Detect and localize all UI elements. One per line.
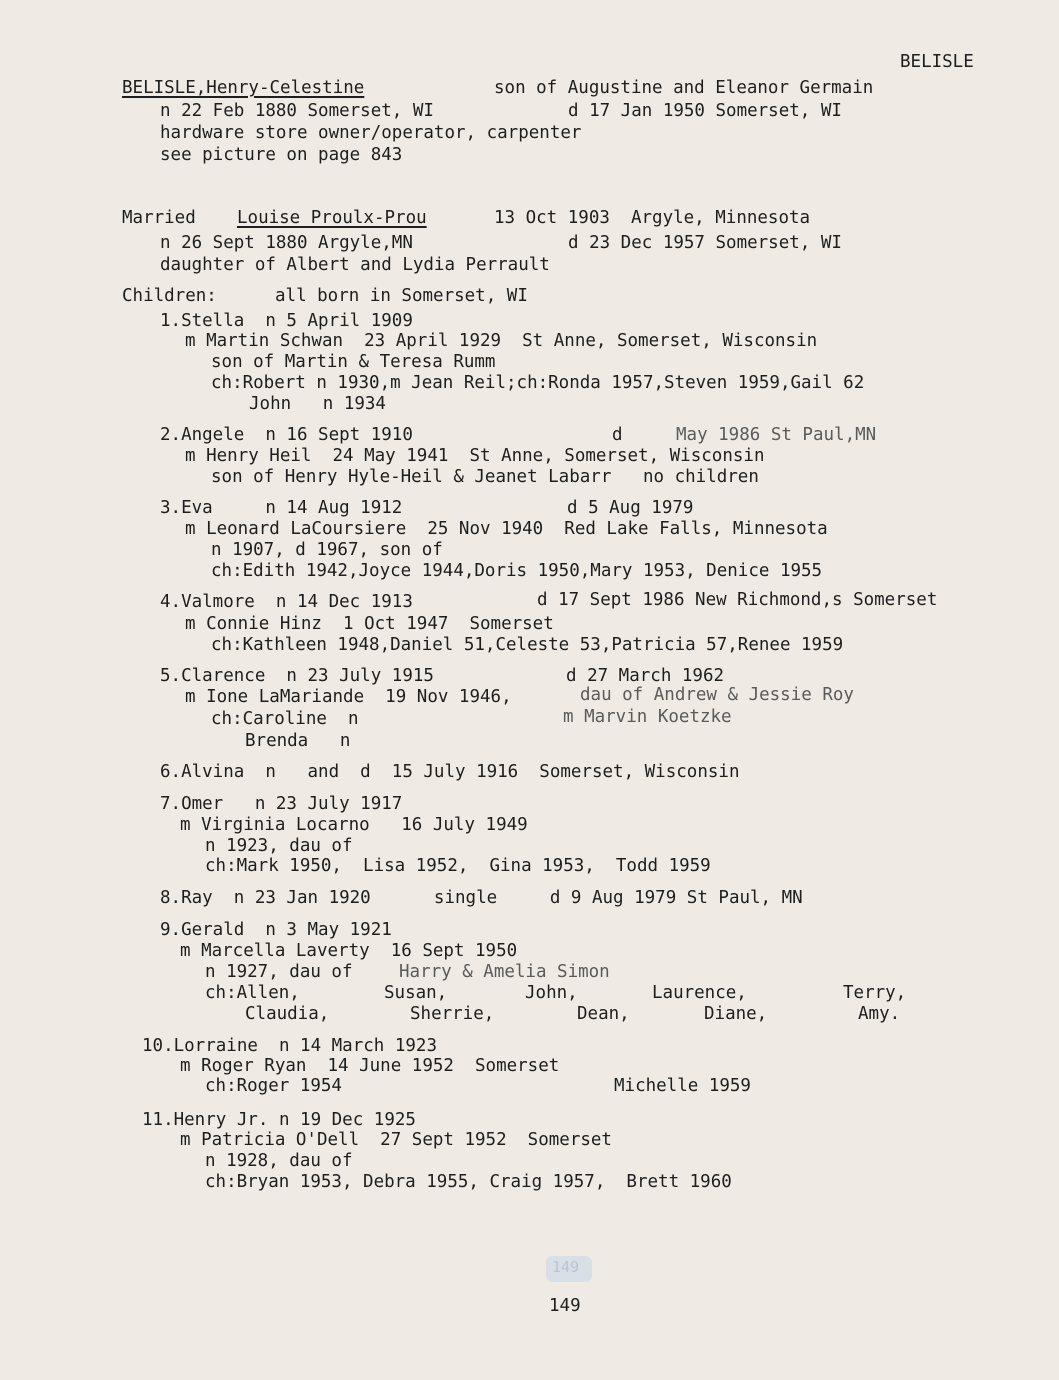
child-5-spouse-parents: dau of Andrew & Jessie Roy — [580, 685, 854, 705]
child-6-line-1: 6.Alvina n and d 15 July 1916 Somerset, Wisconsin — [160, 762, 740, 782]
child-1-line-2: m Martin Schwan 23 April 1929 St Anne, Somerset, Wisconsin — [185, 331, 818, 351]
child-5-line-1: 5.Clarence n 23 July 1915 — [160, 666, 434, 686]
child-9-grandchild: Sherrie, — [410, 1004, 495, 1024]
child-9-grandchild: Claudia, — [245, 1004, 330, 1024]
person-picture-note: see picture on page 843 — [160, 145, 403, 165]
child-9-grandchild: Diane, — [704, 1004, 768, 1024]
person-occupation: hardware store owner/operator, carpenter — [160, 123, 582, 143]
child-2-line-1: 2.Angele n 16 Sept 1910 — [160, 425, 413, 445]
child-4-line-3: ch:Kathleen 1948,Daniel 51,Celeste 53,Patricia 57,Renee 1959 — [211, 635, 844, 655]
spouse-birth: n 26 Sept 1880 Argyle,MN — [160, 233, 413, 253]
child-3-line-1: 3.Eva n 14 Aug 1912 — [160, 498, 403, 518]
child-9-line-2: m Marcella Laverty 16 Sept 1950 — [180, 941, 518, 961]
child-11-line-3: n 1928, dau of — [205, 1151, 353, 1171]
child-9-grandchild: ch:Allen, — [205, 983, 300, 1003]
child-9-grandchild: John, — [525, 983, 578, 1003]
child-1-line-1: 1.Stella n 5 April 1909 — [160, 311, 413, 331]
child-1-line-5: John n 1934 — [249, 394, 386, 414]
page-number: 149 — [549, 1296, 581, 1316]
child-3-line-2: m Leonard LaCoursiere 25 Nov 1940 Red Lake Falls, Minnesota — [185, 519, 828, 539]
child-9-grandchild: Amy. — [858, 1004, 901, 1024]
child-1-line-4: ch:Robert n 1930,m Jean Reil;ch:Ronda 1957,Steven 1959,Gail 62 — [211, 373, 865, 393]
child-4-death: d 17 Sept 1986 New Richmond,s Somerset — [537, 590, 938, 610]
child-8-line-1: 8.Ray n 23 Jan 1920 single d 9 Aug 1979 St Paul, MN — [160, 888, 803, 908]
page-stamp — [546, 1256, 592, 1282]
person-death: d 17 Jan 1950 Somerset, WI — [568, 101, 842, 121]
child-1-line-3: son of Martin & Teresa Rumm — [211, 352, 496, 372]
child-3-line-3: n 1907, d 1967, son of — [211, 540, 443, 560]
child-7-line-3: n 1923, dau of — [205, 836, 353, 856]
child-4-line-1: 4.Valmore n 14 Dec 1913 — [160, 592, 413, 612]
child-2-death-marker: d — [612, 425, 623, 445]
child-5-death: d 27 March 1962 — [566, 666, 725, 686]
child-3-death: d 5 Aug 1979 — [567, 498, 694, 518]
child-11-line-1: 11.Henry Jr. n 19 Dec 1925 — [142, 1110, 416, 1130]
person-name: BELISLE,Henry-Celestine — [122, 78, 365, 98]
child-5-line-4: Brenda n — [245, 731, 351, 751]
child-5-line-2: m Ione LaMariande 19 Nov 1946, — [185, 687, 512, 707]
children-label: Children: — [122, 286, 217, 306]
child-11-line-4: ch:Bryan 1953, Debra 1955, Craig 1957, Brett 1960 — [205, 1172, 732, 1192]
page-stamp-number: 149 — [552, 1258, 580, 1276]
child-11-line-2: m Patricia O'Dell 27 Sept 1952 Somerset — [180, 1130, 612, 1150]
spouse-parents: daughter of Albert and Lydia Perrault — [160, 255, 550, 275]
children-note: all born in Somerset, WI — [275, 286, 528, 306]
spouse-name: Louise Proulx-Prou — [237, 208, 427, 228]
child-4-line-2: m Connie Hinz 1 Oct 1947 Somerset — [185, 614, 554, 634]
child-10-line-3: ch:Roger 1954 — [205, 1076, 342, 1096]
marriage-label: Married — [122, 208, 196, 228]
child-5-line-3: ch:Caroline n — [211, 709, 359, 729]
child-2-line-2: m Henry Heil 24 May 1941 St Anne, Somerset, Wisconsin — [185, 446, 765, 466]
child-9-line-1: 9.Gerald n 3 May 1921 — [160, 920, 392, 940]
child-9-line-3: n 1927, dau of — [205, 962, 353, 982]
child-5-grandchild-spouse: m Marvin Koetzke — [563, 707, 732, 727]
child-2-death: May 1986 St Paul,MN — [676, 425, 877, 445]
child-9-grandchild: Susan, — [384, 983, 448, 1003]
marriage-date-place: 13 Oct 1903 Argyle, Minnesota — [494, 208, 811, 228]
child-3-line-4: ch:Edith 1942,Joyce 1944,Doris 1950,Mary 1953, Denice 1955 — [211, 561, 823, 581]
child-9-grandchild: Laurence, — [652, 983, 747, 1003]
child-10-line-1: 10.Lorraine n 14 March 1923 — [142, 1036, 438, 1056]
child-10-line-2: m Roger Ryan 14 June 1952 Somerset — [180, 1056, 560, 1076]
child-9-spouse-parents: Harry & Amelia Simon — [399, 962, 610, 982]
surname-tag: BELISLE — [900, 52, 974, 72]
person-parents: son of Augustine and Eleanor Germain — [494, 78, 874, 98]
child-10-grandchild-2: Michelle 1959 — [614, 1076, 751, 1096]
child-2-line-3: son of Henry Hyle-Heil & Jeanet Labarr no children — [211, 467, 759, 487]
child-9-grandchild: Dean, — [577, 1004, 630, 1024]
child-7-line-1: 7.Omer n 23 July 1917 — [160, 794, 403, 814]
child-9-grandchild: Terry, — [843, 983, 907, 1003]
child-7-line-2: m Virginia Locarno 16 July 1949 — [180, 815, 528, 835]
child-7-line-4: ch:Mark 1950, Lisa 1952, Gina 1953, Todd 1959 — [205, 856, 711, 876]
spouse-death: d 23 Dec 1957 Somerset, WI — [568, 233, 842, 253]
person-birth: n 22 Feb 1880 Somerset, WI — [160, 101, 434, 121]
